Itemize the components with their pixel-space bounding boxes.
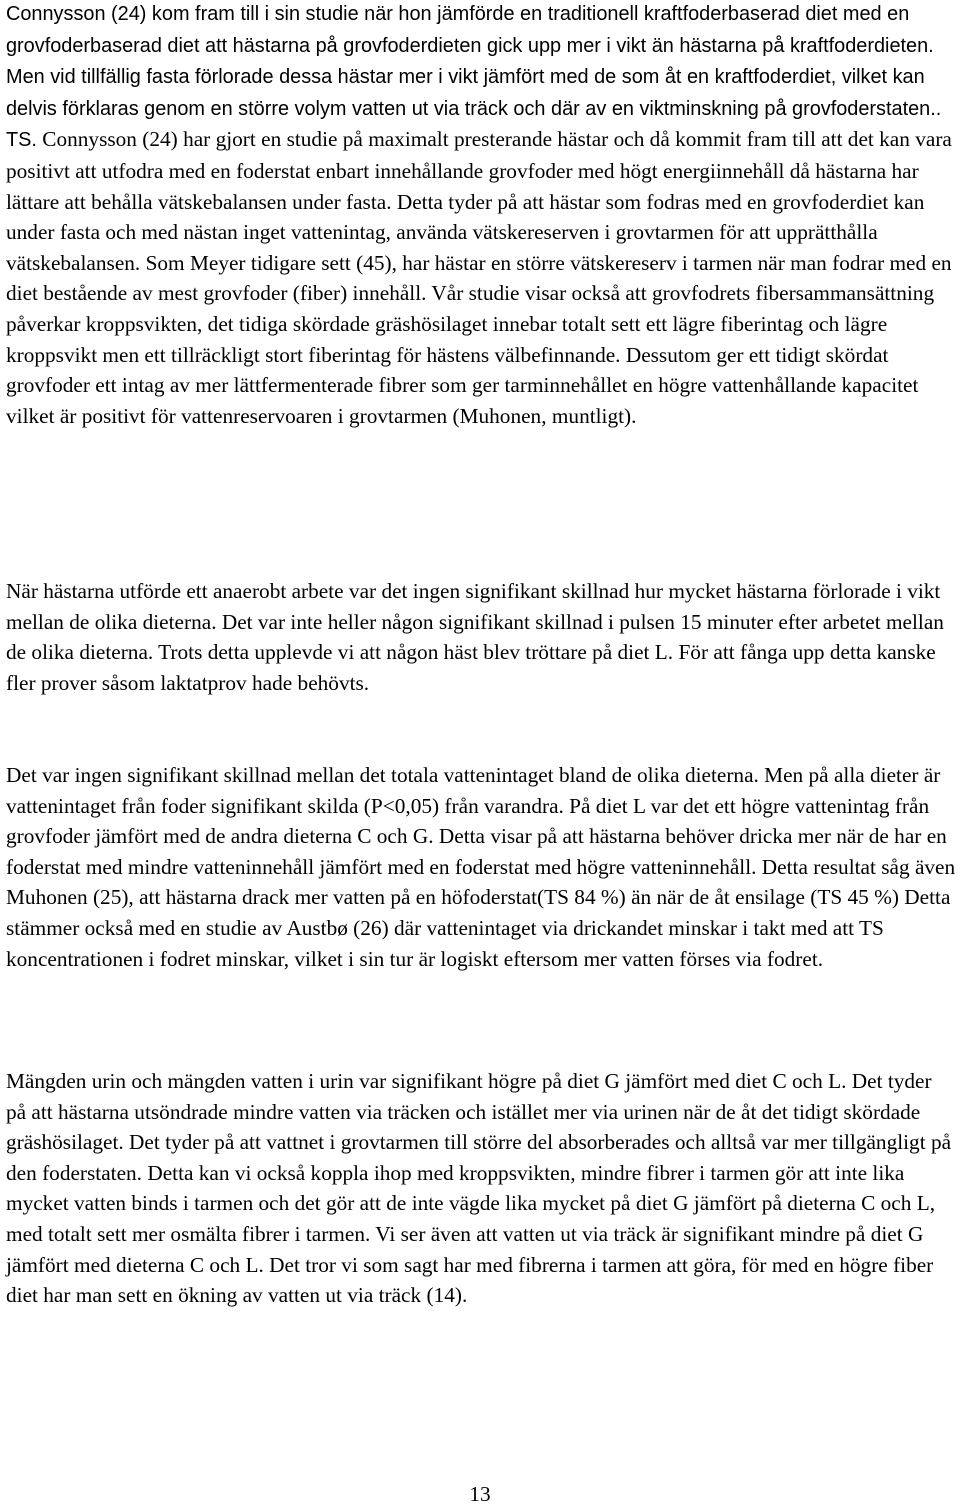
page-number: 13 [469, 1482, 491, 1506]
paragraph-1-serif-rest: Connysson (24) har gjort en studie på maximalt presterande hästar och då kommit fram till att det kan vara positivt att utfodra med en foderstat enbart innehållande grovfoder med högt energiinnehåll då hästarna har lättare att behålla vätskebalansen under fasta. Detta tyder på att hästar som fodras med en grovfoderdiet kan under fasta och med nästan inget vattenintag, använda vätskereserven i grovtarmen för att upprätthålla vätskebalansen. Som Meyer tidigare sett (45), har hästar en större vätskereserv i tarmen när man fodrar med en diet bestående av mest grovfoder (fiber) innehåll. Vår studie visar också att grovfodrets fibersammansättning påverkar kroppsvikten, det tidiga skördade gräshösilaget innebar totalt sett ett lägre fiberintag och lägre kroppsvikt men ett tillräckligt stort fiberintag för hästens välbefinnande. Dessutom ger ett tidigt skördat grovfoder ett intag av mer lättfermenterade fibrer som ger tarminnehållet en högre vattenhållande kapacitet vilket är positivt för vattenreservoaren i grovtarmen (Muhonen, muntligt). [6, 127, 952, 428]
paragraph-4: Mängden urin och mängden vatten i urin var signifikant högre på diet G jämfört med diet C och L. Det tyder på att hästarna utsöndrade mindre vatten via träcken och istället mer via urinen när de åt det tidigt skördade gräshösilaget. Det tyder på att vattnet i grovtarmen till större del absorberades och alltså var mer tillgängligt på den foderstaten. Detta kan vi också koppla ihop med kroppsvikten, mindre fibrer i tarmen gör att inte lika mycket vatten binds i tarmen och det gör att de inte vägde lika mycket på diet G jämfört på dieterna C och L, med totalt sett mer osmälta fibrer i tarmen. Vi ser även att vatten ut via träck är signifikant mindre på diet G jämfört med dieterna C och L. Det tror vi som sagt har med fibrerna i tarmen att göra, för med en högre fiber diet har man sett en ökning av vatten ut via träck (14). [6, 1069, 952, 1308]
paragraph-1-sans-intro: Connysson (24) kom fram till i sin studie när hon jämförde en traditionell kraftfoderbaserad diet med en grovfoderbaserad diet att hästarna på grovfoderdieten gick upp mer i vikt än hästarna på kraftfoderdieten. Men vid tillfällig fasta förlorade dessa hästar mer i vikt jämfört med de som åt en kraftfoderdiet, vilket kan delvis förklaras genom en större volym vatten ut via träck och där av en viktminskning på grovfoderstaten.. TS. [6, 3, 942, 152]
paragraph-1 [6, 0, 956, 431]
paragraph-2: När hästarna utförde ett anaerobt arbete var det ingen signifikant skillnad hur mycket hästarna förlorade i vikt mellan de olika dieterna. Det var inte heller någon signifikant skillnad i pulsen 15 minuter efter arbetet mellan de olika dieterna. Trots detta upplevde vi att någon häst blev tröttare på diet L. För att fånga upp detta kanske fler prover såsom laktatprov hade behövts. [6, 579, 944, 695]
paragraph-3: Det var ingen signifikant skillnad mellan det totala vattenintaget bland de olika dieterna. Men på alla dieter är vattenintaget från foder signifikant skilda (P<0,05) från varandra. På diet L var det ett högre vattenintag från grovfoder jämfört med de andra dieterna C och G. Detta visar på att hästarna behöver dricka mer när de har en foderstat med mindre vatteninnehåll jämfört med en foderstat med högre vatteninnehåll. Detta resultat såg även Muhonen (25), att hästarna drack mer vatten på en höfoderstat(TS 84 %) än när de åt ensilage (TS 45 %) Detta stämmer också med en studie av Austbø (26) där vattenintaget via drickandet minskar i takt med att TS koncentrationen i fodret minskar, vilket i sin tur är logiskt eftersom mer vatten förses via fodret. [6, 763, 956, 971]
